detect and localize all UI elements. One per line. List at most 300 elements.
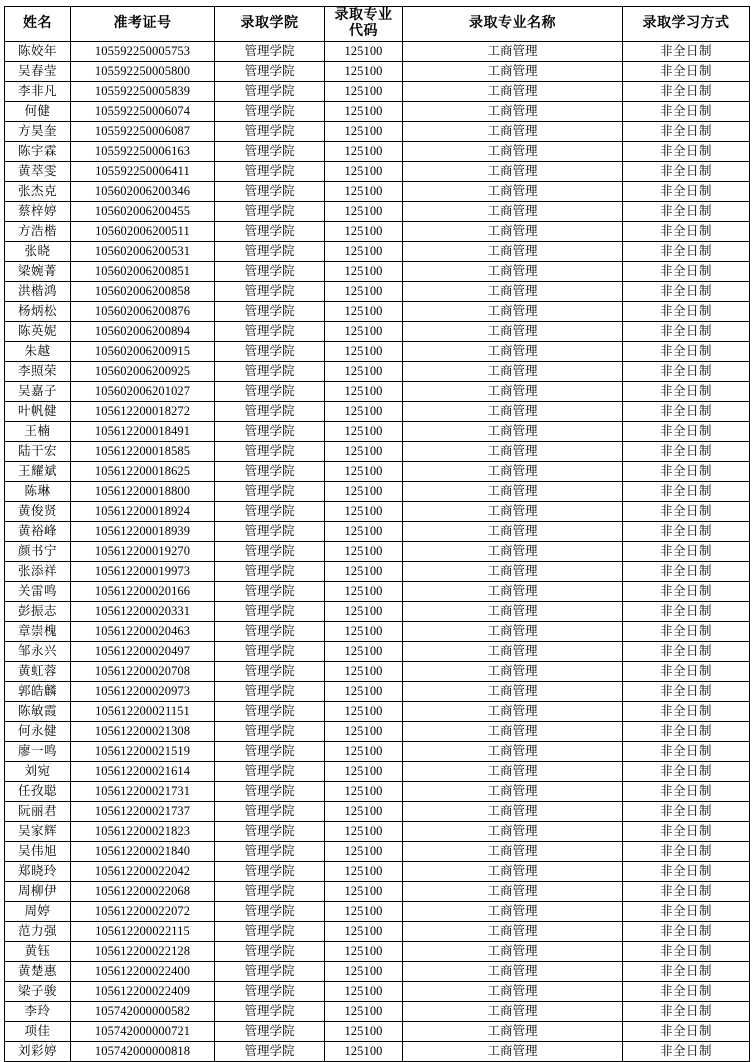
table-row: [5, 342, 750, 362]
cell-major-code: 125100: [325, 842, 403, 862]
cell-ticket-number: 105612200020166: [71, 582, 215, 602]
cell-major-code: 125100: [325, 922, 403, 942]
cell-name: 吴春莹: [5, 62, 71, 82]
cell-major-name: 工商管理: [403, 142, 623, 162]
cell-major-name: 工商管理: [403, 622, 623, 642]
cell-study-method: 非全日制: [623, 262, 750, 282]
cell-major-code: 125100: [325, 822, 403, 842]
cell-ticket-number: 105612200018924: [71, 502, 215, 522]
table-row: [5, 162, 750, 182]
cell-major-code: 125100: [325, 182, 403, 202]
cell-college: 管理学院: [215, 362, 325, 382]
cell-study-method: 非全日制: [623, 902, 750, 922]
cell-major-name: 工商管理: [403, 442, 623, 462]
cell-study-method: 非全日制: [623, 862, 750, 882]
cell-ticket-number: 105612200021731: [71, 782, 215, 802]
cell-ticket-number: 105592250006087: [71, 122, 215, 142]
cell-study-method: 非全日制: [623, 582, 750, 602]
cell-major-code: 125100: [325, 342, 403, 362]
cell-major-name: 工商管理: [403, 182, 623, 202]
cell-major-code: 125100: [325, 702, 403, 722]
cell-college: 管理学院: [215, 562, 325, 582]
cell-major-name: 工商管理: [403, 962, 623, 982]
cell-major-name: 工商管理: [403, 562, 623, 582]
cell-major-code: 125100: [325, 442, 403, 462]
cell-study-method: 非全日制: [623, 782, 750, 802]
cell-ticket-number: 105612200018491: [71, 422, 215, 442]
cell-study-method: 非全日制: [623, 822, 750, 842]
cell-major-name: 工商管理: [403, 522, 623, 542]
cell-major-name: 工商管理: [403, 862, 623, 882]
cell-major-code: 125100: [325, 1022, 403, 1042]
table-row: [5, 242, 750, 262]
cell-name: 陆干宏: [5, 442, 71, 462]
cell-ticket-number: 105602006200915: [71, 342, 215, 362]
cell-study-method: 非全日制: [623, 702, 750, 722]
cell-major-code: 125100: [325, 242, 403, 262]
cell-major-name: 工商管理: [403, 162, 623, 182]
cell-study-method: 非全日制: [623, 622, 750, 642]
cell-ticket-number: 105612200022072: [71, 902, 215, 922]
cell-ticket-number: 105742000000721: [71, 1022, 215, 1042]
cell-college: 管理学院: [215, 502, 325, 522]
cell-college: 管理学院: [215, 302, 325, 322]
cell-major-code: 125100: [325, 762, 403, 782]
cell-ticket-number: 105612200019270: [71, 542, 215, 562]
cell-college: 管理学院: [215, 42, 325, 62]
cell-major-code: 125100: [325, 502, 403, 522]
cell-name: 张晓: [5, 242, 71, 262]
cell-ticket-number: 105592250006163: [71, 142, 215, 162]
cell-name: 黄钰: [5, 942, 71, 962]
cell-study-method: 非全日制: [623, 682, 750, 702]
cell-name: 蔡梓婷: [5, 202, 71, 222]
cell-study-method: 非全日制: [623, 962, 750, 982]
cell-major-code: 125100: [325, 1042, 403, 1062]
cell-ticket-number: 105612200022128: [71, 942, 215, 962]
cell-major-name: 工商管理: [403, 822, 623, 842]
cell-ticket-number: 105612200022115: [71, 922, 215, 942]
cell-name: 李非凡: [5, 82, 71, 102]
table-row: [5, 322, 750, 342]
cell-major-code: 125100: [325, 402, 403, 422]
cell-major-code: 125100: [325, 302, 403, 322]
table-row: [5, 842, 750, 862]
cell-name: 何健: [5, 102, 71, 122]
cell-name: 任孜聪: [5, 782, 71, 802]
cell-ticket-number: 105592250005839: [71, 82, 215, 102]
cell-major-code: 125100: [325, 982, 403, 1002]
cell-name: 王楠: [5, 422, 71, 442]
column-header-major-code-line2: 代码: [349, 24, 378, 39]
cell-study-method: 非全日制: [623, 1022, 750, 1042]
cell-major-name: 工商管理: [403, 362, 623, 382]
table-row: [5, 562, 750, 582]
table-row: [5, 1022, 750, 1042]
cell-ticket-number: 105612200022068: [71, 882, 215, 902]
header-row: [5, 7, 750, 42]
cell-study-method: 非全日制: [623, 242, 750, 262]
cell-name: 邹永兴: [5, 642, 71, 662]
cell-name: 陈姣年: [5, 42, 71, 62]
cell-college: 管理学院: [215, 182, 325, 202]
cell-major-name: 工商管理: [403, 462, 623, 482]
cell-college: 管理学院: [215, 802, 325, 822]
cell-major-code: 125100: [325, 362, 403, 382]
cell-major-code: 125100: [325, 42, 403, 62]
cell-major-code: 125100: [325, 1002, 403, 1022]
cell-major-code: 125100: [325, 622, 403, 642]
table-row: [5, 962, 750, 982]
table-row: [5, 1002, 750, 1022]
cell-study-method: 非全日制: [623, 122, 750, 142]
table-row: [5, 722, 750, 742]
cell-major-name: 工商管理: [403, 1042, 623, 1062]
cell-college: 管理学院: [215, 482, 325, 502]
cell-study-method: 非全日制: [623, 762, 750, 782]
cell-college: 管理学院: [215, 442, 325, 462]
cell-major-name: 工商管理: [403, 882, 623, 902]
cell-major-code: 125100: [325, 642, 403, 662]
cell-major-name: 工商管理: [403, 782, 623, 802]
cell-college: 管理学院: [215, 942, 325, 962]
table-body: [5, 42, 750, 1062]
admission-table: [4, 6, 750, 1062]
cell-college: 管理学院: [215, 702, 325, 722]
table-row: [5, 1042, 750, 1062]
cell-study-method: 非全日制: [623, 882, 750, 902]
cell-major-name: 工商管理: [403, 722, 623, 742]
cell-college: 管理学院: [215, 922, 325, 942]
cell-name: 洪楷鸿: [5, 282, 71, 302]
table-row: [5, 142, 750, 162]
cell-college: 管理学院: [215, 902, 325, 922]
cell-major-code: 125100: [325, 662, 403, 682]
cell-study-method: 非全日制: [623, 802, 750, 822]
cell-ticket-number: 105612200022042: [71, 862, 215, 882]
cell-name: 李玲: [5, 1002, 71, 1022]
table-row: [5, 882, 750, 902]
cell-major-name: 工商管理: [403, 482, 623, 502]
cell-major-name: 工商管理: [403, 402, 623, 422]
cell-name: 吴伟旭: [5, 842, 71, 862]
cell-study-method: 非全日制: [623, 142, 750, 162]
cell-name: 吴嘉子: [5, 382, 71, 402]
table-row: [5, 522, 750, 542]
cell-name: 颜书宁: [5, 542, 71, 562]
cell-name: 周婷: [5, 902, 71, 922]
cell-major-name: 工商管理: [403, 982, 623, 1002]
cell-name: 章崇槐: [5, 622, 71, 642]
cell-college: 管理学院: [215, 622, 325, 642]
table-row: [5, 822, 750, 842]
column-header-major-code-line1: 录取专业: [334, 7, 393, 23]
cell-name: 黄虹蓉: [5, 662, 71, 682]
cell-major-code: 125100: [325, 682, 403, 702]
cell-ticket-number: 105612200020331: [71, 602, 215, 622]
cell-college: 管理学院: [215, 602, 325, 622]
cell-college: 管理学院: [215, 982, 325, 1002]
cell-major-code: 125100: [325, 322, 403, 342]
cell-major-code: 125100: [325, 422, 403, 442]
cell-ticket-number: 105592250005753: [71, 42, 215, 62]
cell-name: 关雷鸣: [5, 582, 71, 602]
cell-college: 管理学院: [215, 662, 325, 682]
cell-college: 管理学院: [215, 202, 325, 222]
table-row: [5, 922, 750, 942]
cell-ticket-number: 105612200020463: [71, 622, 215, 642]
cell-college: 管理学院: [215, 142, 325, 162]
cell-college: 管理学院: [215, 842, 325, 862]
cell-ticket-number: 105612200018625: [71, 462, 215, 482]
cell-major-name: 工商管理: [403, 1002, 623, 1022]
cell-college: 管理学院: [215, 762, 325, 782]
cell-major-name: 工商管理: [403, 222, 623, 242]
cell-major-code: 125100: [325, 482, 403, 502]
cell-college: 管理学院: [215, 102, 325, 122]
cell-major-name: 工商管理: [403, 322, 623, 342]
cell-ticket-number: 105592250006074: [71, 102, 215, 122]
cell-ticket-number: 105602006200925: [71, 362, 215, 382]
cell-college: 管理学院: [215, 82, 325, 102]
cell-major-code: 125100: [325, 382, 403, 402]
table-row: [5, 582, 750, 602]
cell-college: 管理学院: [215, 282, 325, 302]
cell-ticket-number: 105612200018272: [71, 402, 215, 422]
table-row: [5, 642, 750, 662]
table-row: [5, 742, 750, 762]
cell-college: 管理学院: [215, 422, 325, 442]
cell-ticket-number: 105602006200851: [71, 262, 215, 282]
cell-major-name: 工商管理: [403, 122, 623, 142]
cell-study-method: 非全日制: [623, 942, 750, 962]
table-header: [5, 7, 750, 42]
table-row: [5, 982, 750, 1002]
cell-major-name: 工商管理: [403, 922, 623, 942]
cell-major-code: 125100: [325, 142, 403, 162]
cell-study-method: 非全日制: [623, 382, 750, 402]
cell-name: 张添祥: [5, 562, 71, 582]
cell-study-method: 非全日制: [623, 82, 750, 102]
column-header-ticket-number: 准考证号: [71, 7, 215, 42]
table-row: [5, 382, 750, 402]
cell-major-name: 工商管理: [403, 602, 623, 622]
table-row: [5, 282, 750, 302]
cell-major-code: 125100: [325, 942, 403, 962]
column-header-college: 录取学院: [215, 7, 325, 42]
cell-name: 项佳: [5, 1022, 71, 1042]
cell-name: 方浩楷: [5, 222, 71, 242]
cell-ticket-number: 105602006200346: [71, 182, 215, 202]
cell-study-method: 非全日制: [623, 342, 750, 362]
cell-major-name: 工商管理: [403, 662, 623, 682]
cell-ticket-number: 105612200021840: [71, 842, 215, 862]
cell-major-code: 125100: [325, 802, 403, 822]
cell-major-code: 125100: [325, 742, 403, 762]
table-row: [5, 362, 750, 382]
cell-college: 管理学院: [215, 642, 325, 662]
cell-study-method: 非全日制: [623, 522, 750, 542]
cell-name: 吴家辉: [5, 822, 71, 842]
cell-name: 陈英妮: [5, 322, 71, 342]
cell-ticket-number: 105742000000582: [71, 1002, 215, 1022]
cell-study-method: 非全日制: [623, 462, 750, 482]
cell-college: 管理学院: [215, 682, 325, 702]
table-row: [5, 662, 750, 682]
cell-study-method: 非全日制: [623, 402, 750, 422]
cell-study-method: 非全日制: [623, 662, 750, 682]
cell-ticket-number: 105602006200511: [71, 222, 215, 242]
cell-major-name: 工商管理: [403, 262, 623, 282]
cell-major-name: 工商管理: [403, 762, 623, 782]
cell-major-code: 125100: [325, 102, 403, 122]
cell-major-code: 125100: [325, 222, 403, 242]
cell-study-method: 非全日制: [623, 322, 750, 342]
cell-name: 李照荣: [5, 362, 71, 382]
table-row: [5, 862, 750, 882]
cell-college: 管理学院: [215, 162, 325, 182]
cell-study-method: 非全日制: [623, 42, 750, 62]
table-row: [5, 102, 750, 122]
table-row: [5, 62, 750, 82]
cell-major-code: 125100: [325, 902, 403, 922]
cell-ticket-number: 105612200021823: [71, 822, 215, 842]
cell-college: 管理学院: [215, 582, 325, 602]
cell-major-name: 工商管理: [403, 542, 623, 562]
cell-study-method: 非全日制: [623, 362, 750, 382]
table-row: [5, 782, 750, 802]
cell-ticket-number: 105602006201027: [71, 382, 215, 402]
table-row: [5, 182, 750, 202]
cell-name: 黄楚惠: [5, 962, 71, 982]
table-row: [5, 42, 750, 62]
cell-study-method: 非全日制: [623, 222, 750, 242]
cell-study-method: 非全日制: [623, 162, 750, 182]
cell-college: 管理学院: [215, 522, 325, 542]
cell-study-method: 非全日制: [623, 542, 750, 562]
cell-study-method: 非全日制: [623, 842, 750, 862]
cell-name: 郑晓玲: [5, 862, 71, 882]
table-row: [5, 402, 750, 422]
cell-name: 陈宇霖: [5, 142, 71, 162]
cell-ticket-number: 105612200022409: [71, 982, 215, 1002]
cell-college: 管理学院: [215, 382, 325, 402]
table-row: [5, 422, 750, 442]
cell-major-name: 工商管理: [403, 382, 623, 402]
table-row: [5, 802, 750, 822]
cell-name: 朱越: [5, 342, 71, 362]
cell-ticket-number: 105602006200858: [71, 282, 215, 302]
column-header-study-method: 录取学习方式: [623, 7, 750, 42]
cell-major-code: 125100: [325, 582, 403, 602]
cell-major-code: 125100: [325, 962, 403, 982]
cell-college: 管理学院: [215, 742, 325, 762]
cell-ticket-number: 105612200021737: [71, 802, 215, 822]
table-row: [5, 302, 750, 322]
cell-study-method: 非全日制: [623, 442, 750, 462]
cell-major-name: 工商管理: [403, 422, 623, 442]
cell-college: 管理学院: [215, 62, 325, 82]
cell-ticket-number: 105612200021614: [71, 762, 215, 782]
cell-name: 范力强: [5, 922, 71, 942]
cell-study-method: 非全日制: [623, 1002, 750, 1022]
table-row: [5, 222, 750, 242]
cell-major-name: 工商管理: [403, 342, 623, 362]
cell-major-name: 工商管理: [403, 62, 623, 82]
table-row: [5, 262, 750, 282]
table-row: [5, 542, 750, 562]
cell-college: 管理学院: [215, 222, 325, 242]
cell-major-code: 125100: [325, 522, 403, 542]
table-row: [5, 82, 750, 102]
cell-major-code: 125100: [325, 562, 403, 582]
cell-ticket-number: 105612200018939: [71, 522, 215, 542]
column-header-major-name: 录取专业名称: [403, 7, 623, 42]
cell-ticket-number: 105612200021519: [71, 742, 215, 762]
cell-ticket-number: 105612200018585: [71, 442, 215, 462]
cell-college: 管理学院: [215, 342, 325, 362]
table-row: [5, 122, 750, 142]
cell-study-method: 非全日制: [623, 922, 750, 942]
cell-college: 管理学院: [215, 262, 325, 282]
cell-ticket-number: 105612200021308: [71, 722, 215, 742]
table-row: [5, 602, 750, 622]
table-row: [5, 622, 750, 642]
cell-college: 管理学院: [215, 962, 325, 982]
cell-name: 方昊奎: [5, 122, 71, 142]
cell-college: 管理学院: [215, 1042, 325, 1062]
cell-college: 管理学院: [215, 1002, 325, 1022]
table-row: [5, 902, 750, 922]
cell-ticket-number: 105602006200894: [71, 322, 215, 342]
cell-name: 黄萃雯: [5, 162, 71, 182]
cell-major-code: 125100: [325, 262, 403, 282]
cell-major-name: 工商管理: [403, 682, 623, 702]
cell-study-method: 非全日制: [623, 62, 750, 82]
cell-major-code: 125100: [325, 462, 403, 482]
cell-major-name: 工商管理: [403, 202, 623, 222]
cell-major-code: 125100: [325, 62, 403, 82]
cell-ticket-number: 105612200022400: [71, 962, 215, 982]
cell-college: 管理学院: [215, 542, 325, 562]
cell-major-code: 125100: [325, 882, 403, 902]
table-row: [5, 462, 750, 482]
cell-major-code: 125100: [325, 722, 403, 742]
cell-major-name: 工商管理: [403, 102, 623, 122]
cell-major-name: 工商管理: [403, 1022, 623, 1042]
cell-major-name: 工商管理: [403, 642, 623, 662]
cell-ticket-number: 105612200021151: [71, 702, 215, 722]
cell-name: 阮丽君: [5, 802, 71, 822]
cell-name: 黄俊贤: [5, 502, 71, 522]
cell-name: 梁子骏: [5, 982, 71, 1002]
cell-major-name: 工商管理: [403, 282, 623, 302]
cell-college: 管理学院: [215, 722, 325, 742]
cell-name: 张杰克: [5, 182, 71, 202]
cell-college: 管理学院: [215, 882, 325, 902]
cell-college: 管理学院: [215, 1022, 325, 1042]
cell-college: 管理学院: [215, 862, 325, 882]
cell-ticket-number: 105592250005800: [71, 62, 215, 82]
cell-major-name: 工商管理: [403, 302, 623, 322]
cell-study-method: 非全日制: [623, 562, 750, 582]
cell-ticket-number: 105612200020973: [71, 682, 215, 702]
cell-study-method: 非全日制: [623, 202, 750, 222]
cell-ticket-number: 105592250006411: [71, 162, 215, 182]
cell-name: 彭振志: [5, 602, 71, 622]
cell-ticket-number: 105612200018800: [71, 482, 215, 502]
cell-study-method: 非全日制: [623, 422, 750, 442]
